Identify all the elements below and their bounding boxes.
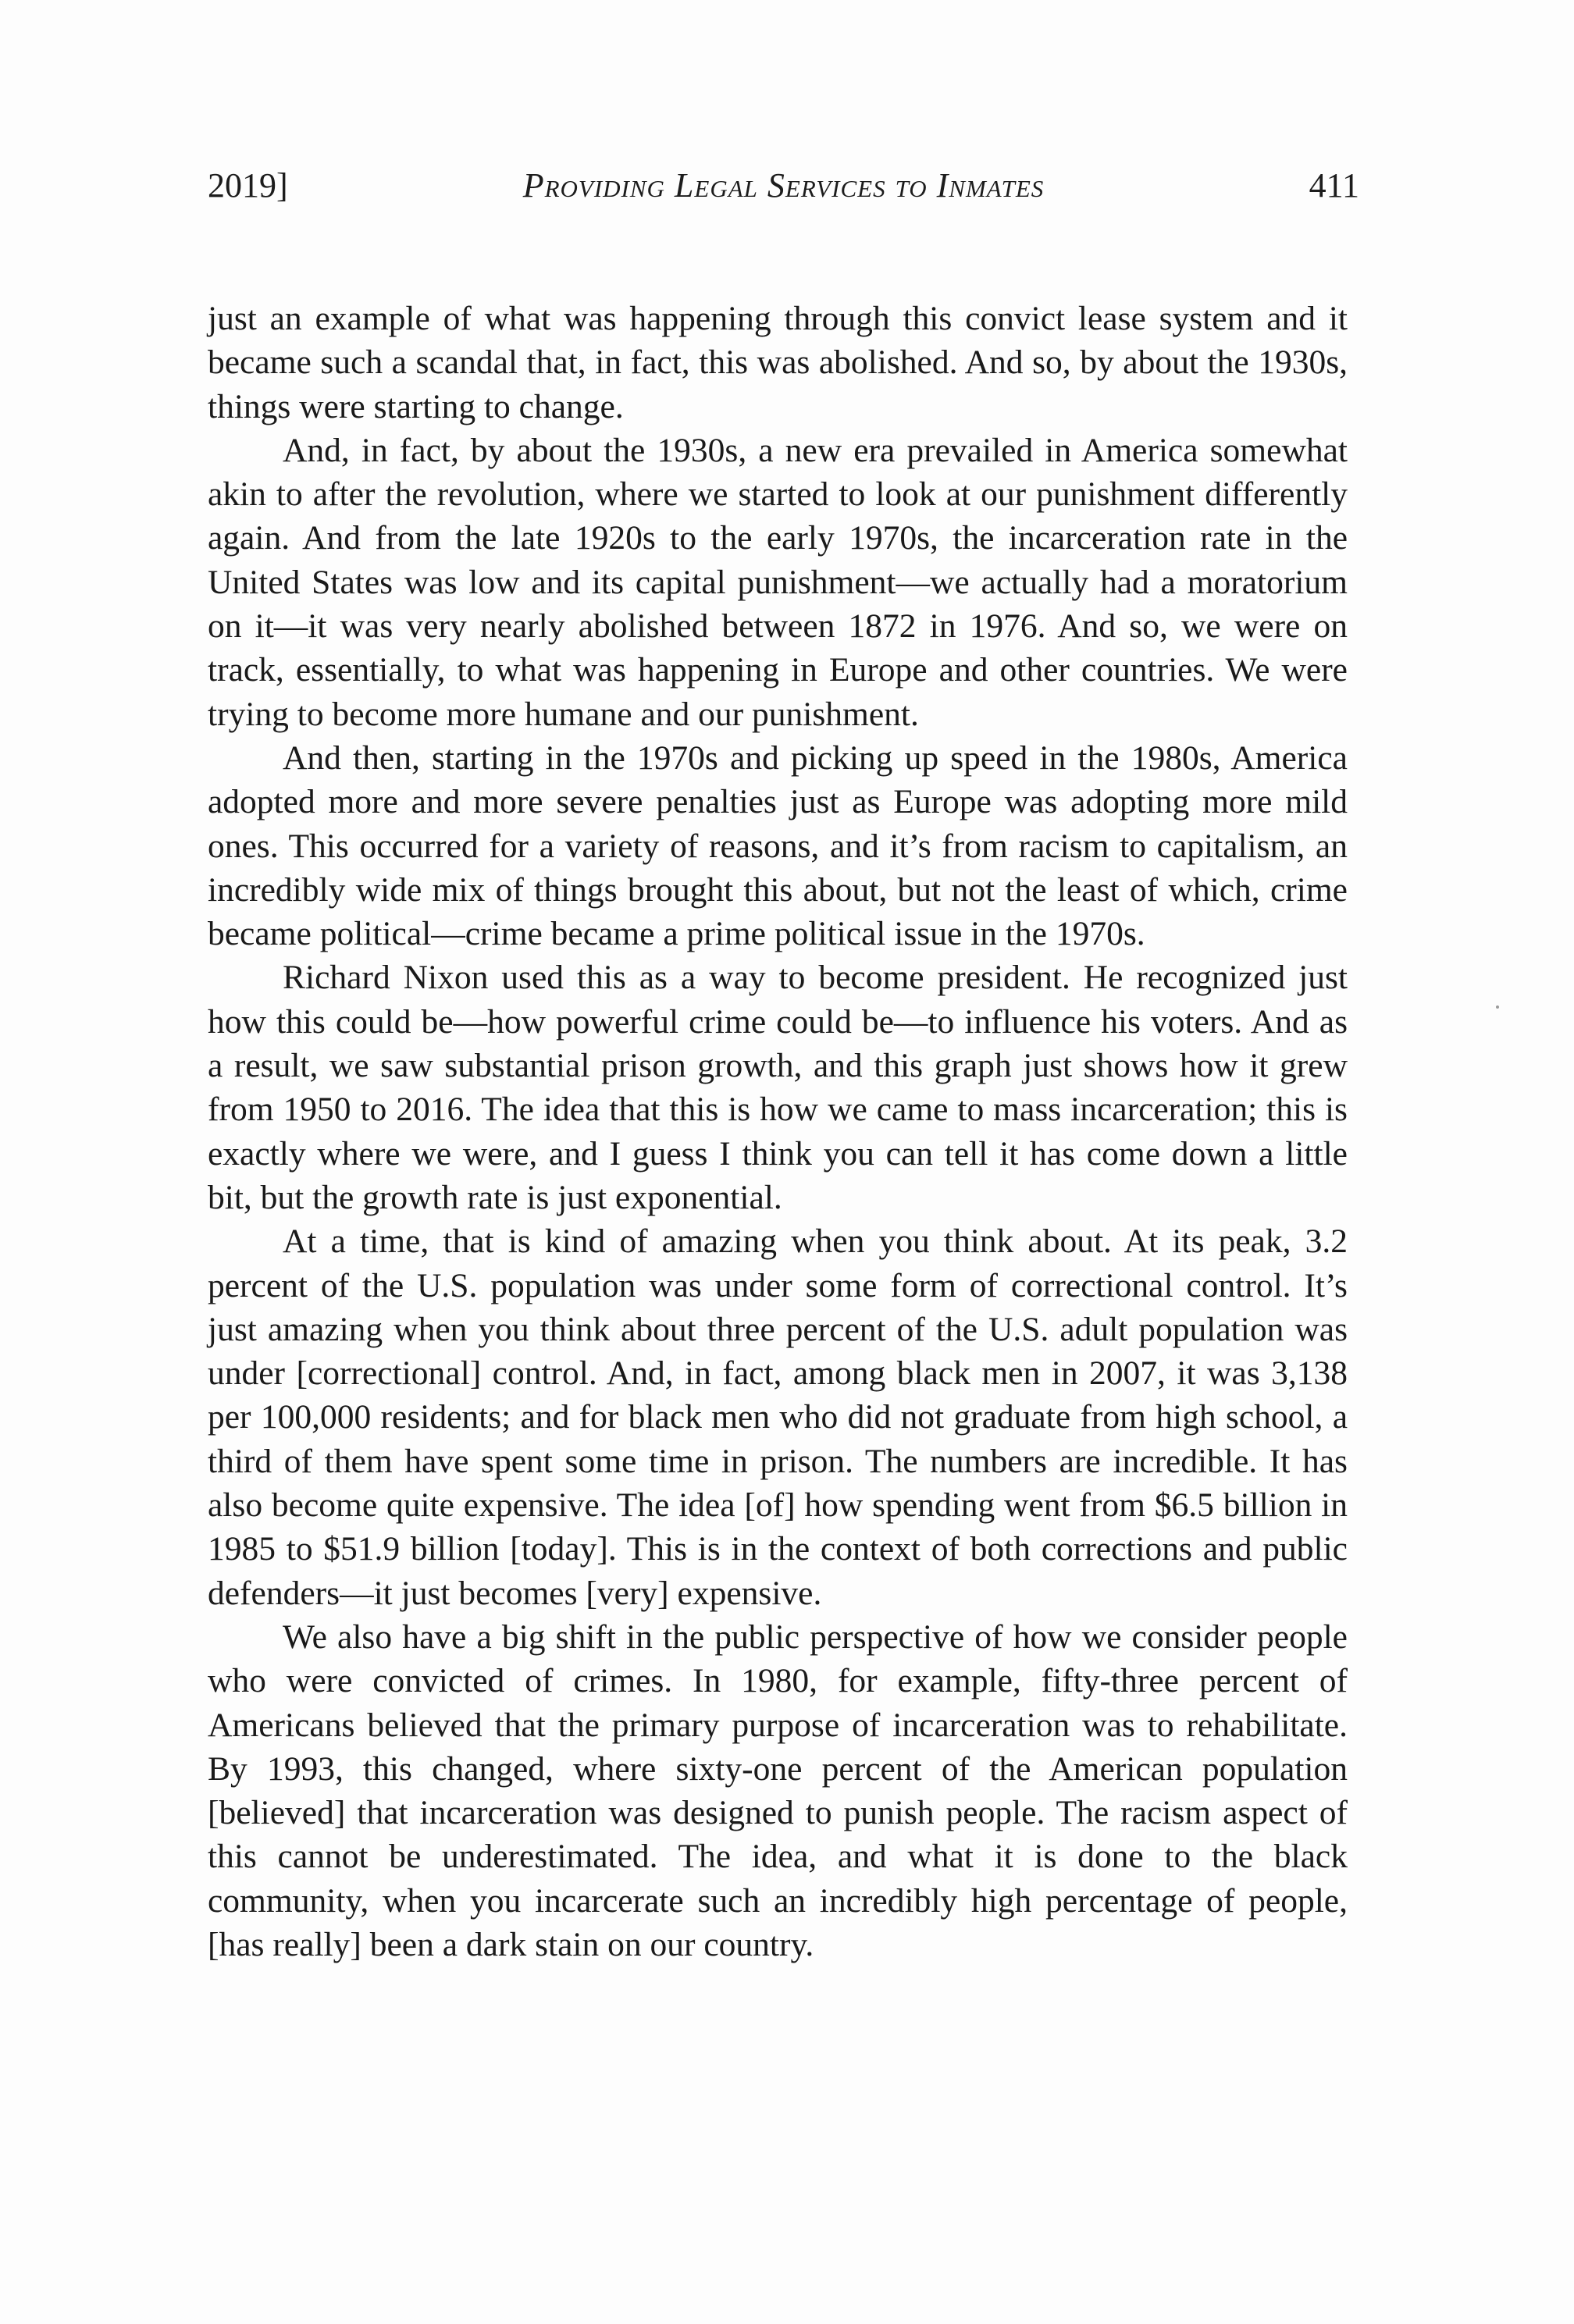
running-header [208, 165, 1359, 220]
paragraph-5: At a time, that is kind of amazing when you think about. At its peak, 3.2 percent of the U.S. population was under some form of correctional control. It’s just amazing when you think about three percent of the U.S. adult population was under [correctional] control. And, in fact, among black men in 2007, it was 3,138 per 100,000 residents; and for black men who did not graduate from high school, a third of them have spent some time in prison. The numbers are incredible. It has also become quite expensive. The idea [of] how spending went from $6.5 billion in 1985 to $51.9 billion [today]. This is in the context of both corrections and public defenders—it just becomes [very] expensive. [208, 1223, 1348, 1612]
header-year: 2019] [208, 166, 288, 205]
paragraph-6: We also have a big shift in the public perspective of how we consider people who were convicted of crimes. In 1980, for example, fifty-three percent of Americans believed that the primary purpose of incarceration was to rehabilitate. By 1993, this changed, where sixty-one percent of the American population [believed] that incarceration was designed to punish people. The racism aspect of this cannot be underestimated. The idea, and what it is done to the black community, when you incarcerate such an incredibly high percentage of people, [has really] been a dark stain on our country. [208, 1618, 1348, 1963]
paragraph-1: just an example of what was happening through this convict lease system and it became such a scandal that, in fact, this was abolished. And so, by about the 1930s, things were starting to change. [208, 300, 1348, 425]
scan-speck [1496, 1005, 1499, 1009]
body-text [208, 297, 1348, 1966]
paragraph-3: And then, starting in the 1970s and picking up speed in the 1980s, America adopted more and more severe penalties just as Europe was adopting more mild ones. This occurred for a variety of reasons, and it’s from racism to capitalism, an incredibly wide mix of things brought this about, but not the least of which, crime became political—crime became a prime political issue in the 1970s. [208, 738, 1348, 953]
paragraph-4: Richard Nixon used this as a way to become president. He recognized just how this could be—how powerful crime could be—to influence his voters. And as a result, we saw substantial prison growth, and this graph just shows how it grew from 1950 to 2016. The idea that this is how we came to mass incarceration; this is exactly where we were, and I guess I think you can tell it has come down a little bit, but the growth rate is just exponential. [208, 959, 1348, 1216]
page-number: 411 [1309, 166, 1359, 205]
header-title: Providing Legal Services to Inmates [522, 166, 1045, 205]
paragraph-2: And, in fact, by about the 1930s, a new era prevailed in America somewhat akin to after the revolution, where we started to look at our punishment differently again. And from the late 1920s to the early 1970s, the incarceration rate in the United States was low and its capital punishment—we actually had a moratorium on it—it was very nearly abolished between 1872 in 1976. And so, we were on track, essentially, to what was happening in Europe and other countries. We were trying to become more humane and our punishment. [208, 431, 1348, 733]
